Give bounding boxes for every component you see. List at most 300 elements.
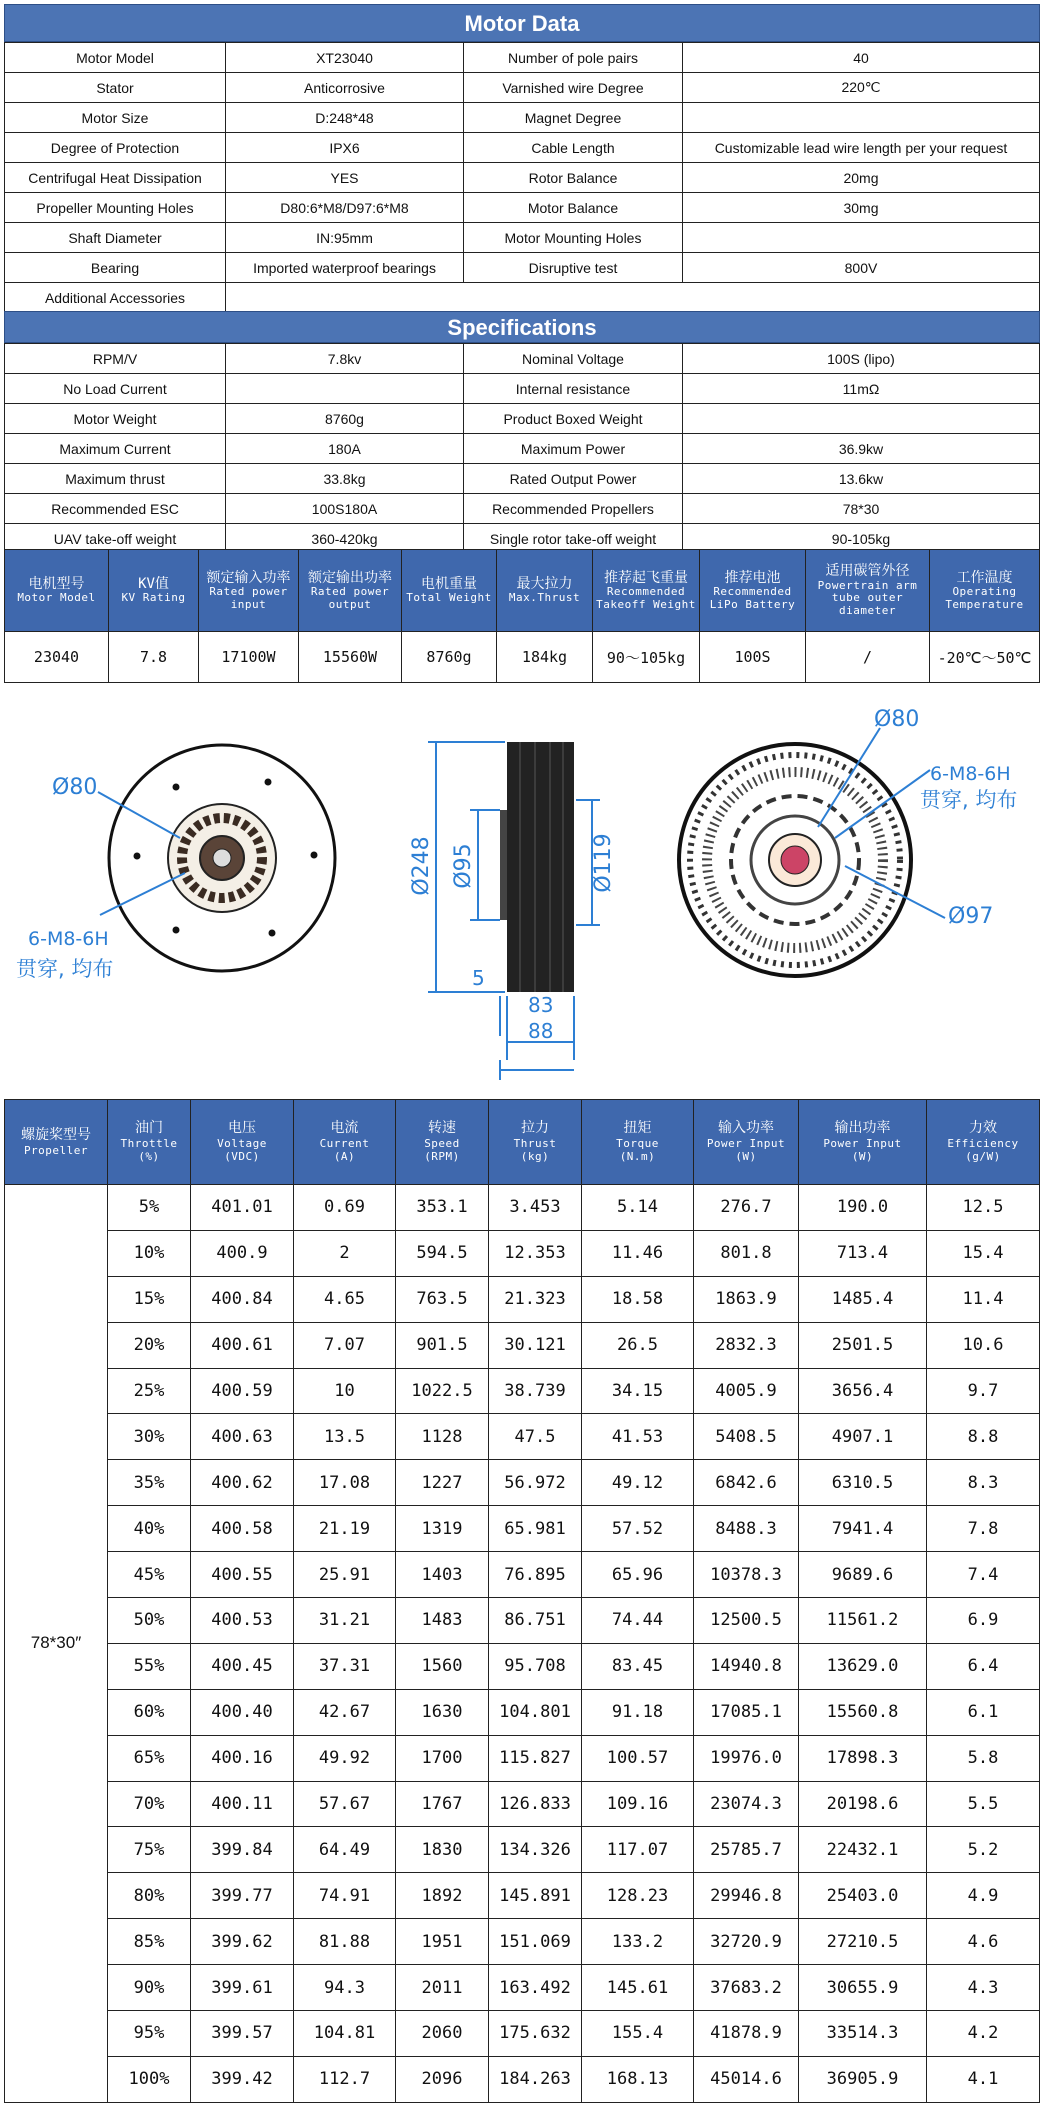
header-cn: 适用碳管外径	[825, 563, 910, 580]
header-en: Recommended Takeoff Weight	[596, 584, 696, 611]
motor-data-row	[5, 133, 1040, 163]
performance-row	[5, 1643, 1040, 1689]
performance-cell: 10%	[108, 1230, 191, 1276]
spec-value: 7.8kv	[226, 344, 464, 374]
header-unit: (VDC)	[224, 1150, 260, 1164]
performance-cell: 85%	[108, 1919, 191, 1965]
spec-value: 360-420kg	[226, 524, 464, 554]
performance-header	[489, 1100, 582, 1185]
performance-cell: 5.14	[582, 1185, 694, 1231]
performance-cell: 400.53	[191, 1598, 294, 1644]
header-cn: 额定输出功率	[308, 569, 392, 586]
performance-cell: 1227	[396, 1460, 489, 1506]
side-view	[409, 742, 616, 1080]
spec-label: Maximum thrust	[5, 464, 226, 494]
performance-header	[191, 1100, 294, 1185]
spec-label: Recommended Propellers	[464, 494, 683, 524]
performance-cell: 1403	[396, 1552, 489, 1598]
header-en: Speed	[424, 1137, 460, 1151]
spec-value: 78*30	[683, 494, 1040, 524]
specifications-row	[5, 404, 1040, 434]
performance-cell: 5%	[108, 1185, 191, 1231]
performance-row	[5, 1230, 1040, 1276]
performance-cell: 75%	[108, 1827, 191, 1873]
performance-cell: 74.91	[294, 1873, 396, 1919]
spec-value: 11mΩ	[683, 374, 1040, 404]
spec-label: Disruptive test	[464, 253, 683, 283]
performance-cell: 801.8	[694, 1230, 799, 1276]
performance-cell: 20%	[108, 1322, 191, 1368]
performance-cell: 133.2	[582, 1919, 694, 1965]
performance-cell: 400.61	[191, 1322, 294, 1368]
header-en: KV Rating	[121, 591, 186, 605]
spec-label: Propeller Mounting Holes	[5, 193, 226, 223]
performance-cell: 25403.0	[799, 1873, 927, 1919]
spec-label: Rotor Balance	[464, 163, 683, 193]
spec-value: Anticorrosive	[226, 73, 464, 103]
performance-cell: 27210.5	[799, 1919, 927, 1965]
performance-cell: 81.88	[294, 1919, 396, 1965]
performance-cell: 399.77	[191, 1873, 294, 1919]
performance-cell: 2096	[396, 2056, 489, 2102]
performance-cell: 5.8	[927, 1735, 1040, 1781]
performance-cell: 17.08	[294, 1460, 396, 1506]
spec-label: Varnished wire Degree	[464, 73, 683, 103]
performance-cell: 400.55	[191, 1552, 294, 1598]
performance-row	[5, 2056, 1040, 2102]
performance-cell: 400.45	[191, 1643, 294, 1689]
header-en: Total Weight	[406, 591, 492, 605]
summary-value: 90～105kg	[593, 632, 700, 683]
rear-view	[679, 707, 1017, 976]
performance-cell: 1630	[396, 1689, 489, 1735]
performance-cell: 4.9	[927, 1873, 1040, 1919]
performance-cell: 9689.6	[799, 1552, 927, 1598]
side-outer-label: Ø248	[409, 836, 434, 896]
specifications-section	[4, 311, 1040, 554]
performance-cell: 1128	[396, 1414, 489, 1460]
motor-data-section	[4, 4, 1040, 313]
spec-value: 8760g	[226, 404, 464, 434]
spec-value: 30mg	[683, 193, 1040, 223]
spec-label: Centrifugal Heat Dissipation	[5, 163, 226, 193]
performance-cell: 1830	[396, 1827, 489, 1873]
performance-row	[5, 1552, 1040, 1598]
spec-label: Maximum Current	[5, 434, 226, 464]
performance-cell: 2060	[396, 2011, 489, 2057]
header-unit: (A)	[333, 1150, 356, 1164]
motor-data-table	[4, 42, 1040, 313]
performance-cell: 23074.3	[694, 1781, 799, 1827]
performance-cell: 64.49	[294, 1827, 396, 1873]
performance-cell: 4.2	[927, 2011, 1040, 2057]
summary-header	[109, 550, 199, 632]
side-shaft-label: Ø95	[451, 843, 476, 889]
specifications-row	[5, 374, 1040, 404]
performance-cell: 37.31	[294, 1643, 396, 1689]
performance-cell: 399.42	[191, 2056, 294, 2102]
spec-value: D:248*48	[226, 103, 464, 133]
spec-value: 100S (lipo)	[683, 344, 1040, 374]
spec-value: 40	[683, 43, 1040, 73]
performance-cell: 31.21	[294, 1598, 396, 1644]
spec-label: Motor Weight	[5, 404, 226, 434]
performance-cell: 5.5	[927, 1781, 1040, 1827]
header-en: Throttle	[120, 1137, 178, 1151]
performance-cell: 4907.1	[799, 1414, 927, 1460]
performance-cell: 1892	[396, 1873, 489, 1919]
performance-cell: 38.739	[489, 1368, 582, 1414]
performance-cell: 13629.0	[799, 1643, 927, 1689]
header-cn: 电流	[330, 1120, 359, 1137]
performance-cell: 1700	[396, 1735, 489, 1781]
performance-cell: 109.16	[582, 1781, 694, 1827]
summary-value: -20℃～50℃	[930, 632, 1040, 683]
performance-cell: 4.1	[927, 2056, 1040, 2102]
performance-cell: 65.981	[489, 1506, 582, 1552]
performance-cell: 30.121	[489, 1322, 582, 1368]
performance-cell: 128.23	[582, 1873, 694, 1919]
performance-cell: 8488.3	[694, 1506, 799, 1552]
spec-label: Bearing	[5, 253, 226, 283]
performance-cell: 1863.9	[694, 1276, 799, 1322]
summary-value: 17100W	[199, 632, 299, 683]
performance-cell: 115.827	[489, 1735, 582, 1781]
performance-row	[5, 1368, 1040, 1414]
performance-cell: 9.7	[927, 1368, 1040, 1414]
performance-row	[5, 1460, 1040, 1506]
header-cn: 拉力	[521, 1120, 549, 1137]
motor-data-row	[5, 103, 1040, 133]
summary-value: 15560W	[299, 632, 402, 683]
performance-cell: 11.4	[927, 1276, 1040, 1322]
performance-header	[799, 1100, 927, 1185]
performance-header	[108, 1100, 191, 1185]
spec-label: Rated Output Power	[464, 464, 683, 494]
header-en: Recommended LiPo Battery	[709, 584, 796, 611]
performance-cell: 104.81	[294, 2011, 396, 2057]
front-diameter-label: Ø80	[52, 775, 98, 800]
header-cn: 电机型号	[28, 576, 85, 593]
spec-label: Motor Size	[5, 103, 226, 133]
motor-data-row	[5, 163, 1040, 193]
performance-cell: 50%	[108, 1598, 191, 1644]
spec-label: Motor Balance	[464, 193, 683, 223]
performance-cell: 29946.8	[694, 1873, 799, 1919]
motor-dimension-drawing	[0, 680, 1044, 1095]
performance-row	[5, 1873, 1040, 1919]
header-en: Current	[319, 1137, 370, 1151]
spec-label: Recommended ESC	[5, 494, 226, 524]
spec-label: UAV take-off weight	[5, 524, 226, 554]
performance-cell: 400.62	[191, 1460, 294, 1506]
performance-cell: 3.453	[489, 1185, 582, 1231]
summary-header	[497, 550, 593, 632]
performance-cell: 4.3	[927, 1965, 1040, 2011]
header-cn: 力效	[969, 1120, 997, 1137]
performance-cell: 3656.4	[799, 1368, 927, 1414]
performance-cell: 0.69	[294, 1185, 396, 1231]
spec-label: Single rotor take-off weight	[464, 524, 683, 554]
header-cn: KV值	[138, 576, 169, 593]
performance-cell: 151.069	[489, 1919, 582, 1965]
spec-label: Degree of Protection	[5, 133, 226, 163]
performance-cell: 25%	[108, 1368, 191, 1414]
motor-data-row	[5, 193, 1040, 223]
performance-header	[927, 1100, 1040, 1185]
performance-cell: 4.65	[294, 1276, 396, 1322]
summary-section	[4, 549, 1040, 683]
performance-row	[5, 1276, 1040, 1322]
summary-table	[4, 549, 1040, 683]
performance-cell: 400.58	[191, 1506, 294, 1552]
header-en: Efficiency	[947, 1137, 1019, 1151]
performance-cell: 901.5	[396, 1322, 489, 1368]
header-unit: (%)	[138, 1150, 160, 1164]
spec-value: Imported waterproof bearings	[226, 253, 464, 283]
header-cn: 电压	[228, 1120, 256, 1137]
performance-cell: 65%	[108, 1735, 191, 1781]
performance-header	[396, 1100, 489, 1185]
spec-label: Product Boxed Weight	[464, 404, 683, 434]
performance-cell: 18.58	[582, 1276, 694, 1322]
performance-cell: 7.8	[927, 1506, 1040, 1552]
summary-header	[5, 550, 109, 632]
rear-diameter-top-label: Ø80	[874, 707, 920, 732]
summary-header	[299, 550, 402, 632]
performance-cell: 13.5	[294, 1414, 396, 1460]
performance-cell: 21.19	[294, 1506, 396, 1552]
header-en: Rated power input	[209, 584, 288, 611]
header-cn: 转速	[428, 1120, 456, 1137]
spec-value	[683, 223, 1040, 253]
spec-value: XT23040	[226, 43, 464, 73]
spec-label: Motor Mounting Holes	[464, 223, 683, 253]
performance-row	[5, 1827, 1040, 1873]
spec-label: Cable Length	[464, 133, 683, 163]
performance-cell: 399.61	[191, 1965, 294, 2011]
header-unit: (kg)	[520, 1150, 550, 1164]
performance-cell: 8.3	[927, 1460, 1040, 1506]
header-unit: (RPM)	[424, 1150, 460, 1164]
performance-row	[5, 1506, 1040, 1552]
performance-cell: 80%	[108, 1873, 191, 1919]
summary-header	[593, 550, 700, 632]
performance-cell: 100%	[108, 2056, 191, 2102]
performance-cell: 20198.6	[799, 1781, 927, 1827]
summary-value: 23040	[5, 632, 109, 683]
specifications-row	[5, 434, 1040, 464]
performance-row	[5, 1414, 1040, 1460]
performance-cell: 400.40	[191, 1689, 294, 1735]
accessories-value	[226, 283, 1040, 313]
performance-cell: 155.4	[582, 2011, 694, 2057]
performance-cell: 7941.4	[799, 1506, 927, 1552]
performance-header	[694, 1100, 799, 1185]
performance-cell: 95.708	[489, 1643, 582, 1689]
performance-cell: 6310.5	[799, 1460, 927, 1506]
performance-cell: 19976.0	[694, 1735, 799, 1781]
header-cn: 扭矩	[623, 1120, 652, 1137]
performance-section	[4, 1099, 1040, 2103]
performance-cell: 2832.3	[694, 1322, 799, 1368]
summary-value: 7.8	[109, 632, 199, 683]
performance-row	[5, 1919, 1040, 1965]
spec-label: Magnet Degree	[464, 103, 683, 133]
specifications-title: Specifications	[4, 311, 1040, 343]
performance-cell: 45%	[108, 1552, 191, 1598]
performance-cell: 713.4	[799, 1230, 927, 1276]
front-holes-cn-label: 贯穿, 均布	[16, 957, 114, 981]
performance-cell: 134.326	[489, 1827, 582, 1873]
performance-cell: 1951	[396, 1919, 489, 1965]
header-unit: (W)	[735, 1150, 757, 1164]
specifications-table	[4, 343, 1040, 554]
performance-cell: 11561.2	[799, 1598, 927, 1644]
performance-cell: 22432.1	[799, 1827, 927, 1873]
header-cn: 额定输入功率	[206, 569, 291, 586]
performance-cell: 6.1	[927, 1689, 1040, 1735]
dimension-drawing-svg	[0, 680, 1044, 1095]
performance-cell: 184.263	[489, 2056, 582, 2102]
header-cn: 工作温度	[956, 569, 1013, 586]
motor-data-row	[5, 43, 1040, 73]
spec-value: 33.8kg	[226, 464, 464, 494]
performance-cell: 94.3	[294, 1965, 396, 2011]
spec-value	[683, 103, 1040, 133]
spec-value: 13.6kw	[683, 464, 1040, 494]
side-right-label: Ø119	[591, 833, 616, 893]
performance-cell: 55%	[108, 1643, 191, 1689]
header-unit: (g/W)	[965, 1150, 1001, 1164]
motor-data-row	[5, 253, 1040, 283]
spec-label: No Load Current	[5, 374, 226, 404]
spec-value: D80:6*M8/D97:6*M8	[226, 193, 464, 223]
spec-value	[683, 404, 1040, 434]
spec-label: Shaft Diameter	[5, 223, 226, 253]
performance-cell: 145.891	[489, 1873, 582, 1919]
performance-cell: 10	[294, 1368, 396, 1414]
performance-cell: 7.07	[294, 1322, 396, 1368]
performance-cell: 12.353	[489, 1230, 582, 1276]
header-cn: 油门	[135, 1120, 163, 1137]
performance-cell: 4005.9	[694, 1368, 799, 1414]
specifications-row	[5, 344, 1040, 374]
performance-cell: 86.751	[489, 1598, 582, 1644]
performance-cell: 14940.8	[694, 1643, 799, 1689]
spec-value: 220℃	[683, 73, 1040, 103]
performance-row	[5, 1185, 1040, 1231]
spec-value: 100S180A	[226, 494, 464, 524]
performance-cell: 11.46	[582, 1230, 694, 1276]
side-offset-label: 5	[472, 966, 485, 990]
performance-cell: 32720.9	[694, 1919, 799, 1965]
performance-cell: 399.84	[191, 1827, 294, 1873]
performance-cell: 6.9	[927, 1598, 1040, 1644]
performance-cell: 1560	[396, 1643, 489, 1689]
specifications-row	[5, 464, 1040, 494]
header-cn: 推荐起飞重量	[604, 569, 688, 586]
header-unit: (N.m)	[619, 1150, 656, 1164]
performance-cell: 17898.3	[799, 1735, 927, 1781]
accessories-row	[5, 283, 1040, 313]
performance-cell: 30655.9	[799, 1965, 927, 2011]
performance-cell: 175.632	[489, 2011, 582, 2057]
performance-cell: 400.59	[191, 1368, 294, 1414]
performance-cell: 145.61	[582, 1965, 694, 2011]
performance-cell: 12500.5	[694, 1598, 799, 1644]
performance-cell: 41878.9	[694, 2011, 799, 2057]
performance-row	[5, 1322, 1040, 1368]
performance-cell: 7.4	[927, 1552, 1040, 1598]
summary-value: 184kg	[497, 632, 593, 683]
rear-holes-label: 6-M8-6H	[930, 763, 1011, 785]
performance-cell: 83.45	[582, 1643, 694, 1689]
performance-row	[5, 1689, 1040, 1735]
performance-cell: 276.7	[694, 1185, 799, 1231]
summary-header	[700, 550, 806, 632]
performance-cell: 400.9	[191, 1230, 294, 1276]
spec-value: 36.9kw	[683, 434, 1040, 464]
performance-cell: 25785.7	[694, 1827, 799, 1873]
header-cn: 输出功率	[834, 1120, 891, 1137]
header-unit: (W)	[851, 1150, 874, 1164]
performance-cell: 400.63	[191, 1414, 294, 1460]
spec-value: 20mg	[683, 163, 1040, 193]
spec-value: IPX6	[226, 133, 464, 163]
header-en: Rated power output	[310, 584, 390, 611]
header-en: Thrust	[513, 1137, 557, 1151]
performance-cell: 594.5	[396, 1230, 489, 1276]
spec-label: RPM/V	[5, 344, 226, 374]
performance-cell: 1767	[396, 1781, 489, 1827]
header-en: Power Input	[823, 1137, 902, 1151]
performance-cell: 25.91	[294, 1552, 396, 1598]
performance-cell: 6842.6	[694, 1460, 799, 1506]
performance-cell: 45014.6	[694, 2056, 799, 2102]
performance-cell: 353.1	[396, 1185, 489, 1231]
propeller-cell: 78*30″	[5, 1185, 108, 2103]
performance-cell: 112.7	[294, 2056, 396, 2102]
motor-data-title: Motor Data	[4, 4, 1040, 42]
spec-value: 90-105kg	[683, 524, 1040, 554]
performance-cell: 401.01	[191, 1185, 294, 1231]
summary-header	[930, 550, 1040, 632]
performance-cell: 41.53	[582, 1414, 694, 1460]
header-cn: 螺旋桨型号	[21, 1127, 91, 1143]
performance-cell: 76.895	[489, 1552, 582, 1598]
performance-header	[582, 1100, 694, 1185]
performance-cell: 10378.3	[694, 1552, 799, 1598]
header-cn: 输入功率	[718, 1120, 774, 1137]
performance-cell: 65.96	[582, 1552, 694, 1598]
header-en: Powertrain arm tube outer diameter	[817, 578, 918, 617]
header-en: Operating Temperature	[945, 584, 1024, 611]
summary-header	[402, 550, 497, 632]
spec-value: 180A	[226, 434, 464, 464]
front-view	[16, 745, 335, 981]
performance-cell: 399.62	[191, 1919, 294, 1965]
performance-cell: 399.57	[191, 2011, 294, 2057]
performance-cell: 95%	[108, 2011, 191, 2057]
performance-cell: 47.5	[489, 1414, 582, 1460]
performance-header	[294, 1100, 396, 1185]
performance-cell: 117.07	[582, 1827, 694, 1873]
header-en: Voltage	[217, 1137, 267, 1151]
performance-cell: 6.4	[927, 1643, 1040, 1689]
header-cn: 电机重量	[421, 576, 477, 593]
performance-cell: 42.67	[294, 1689, 396, 1735]
